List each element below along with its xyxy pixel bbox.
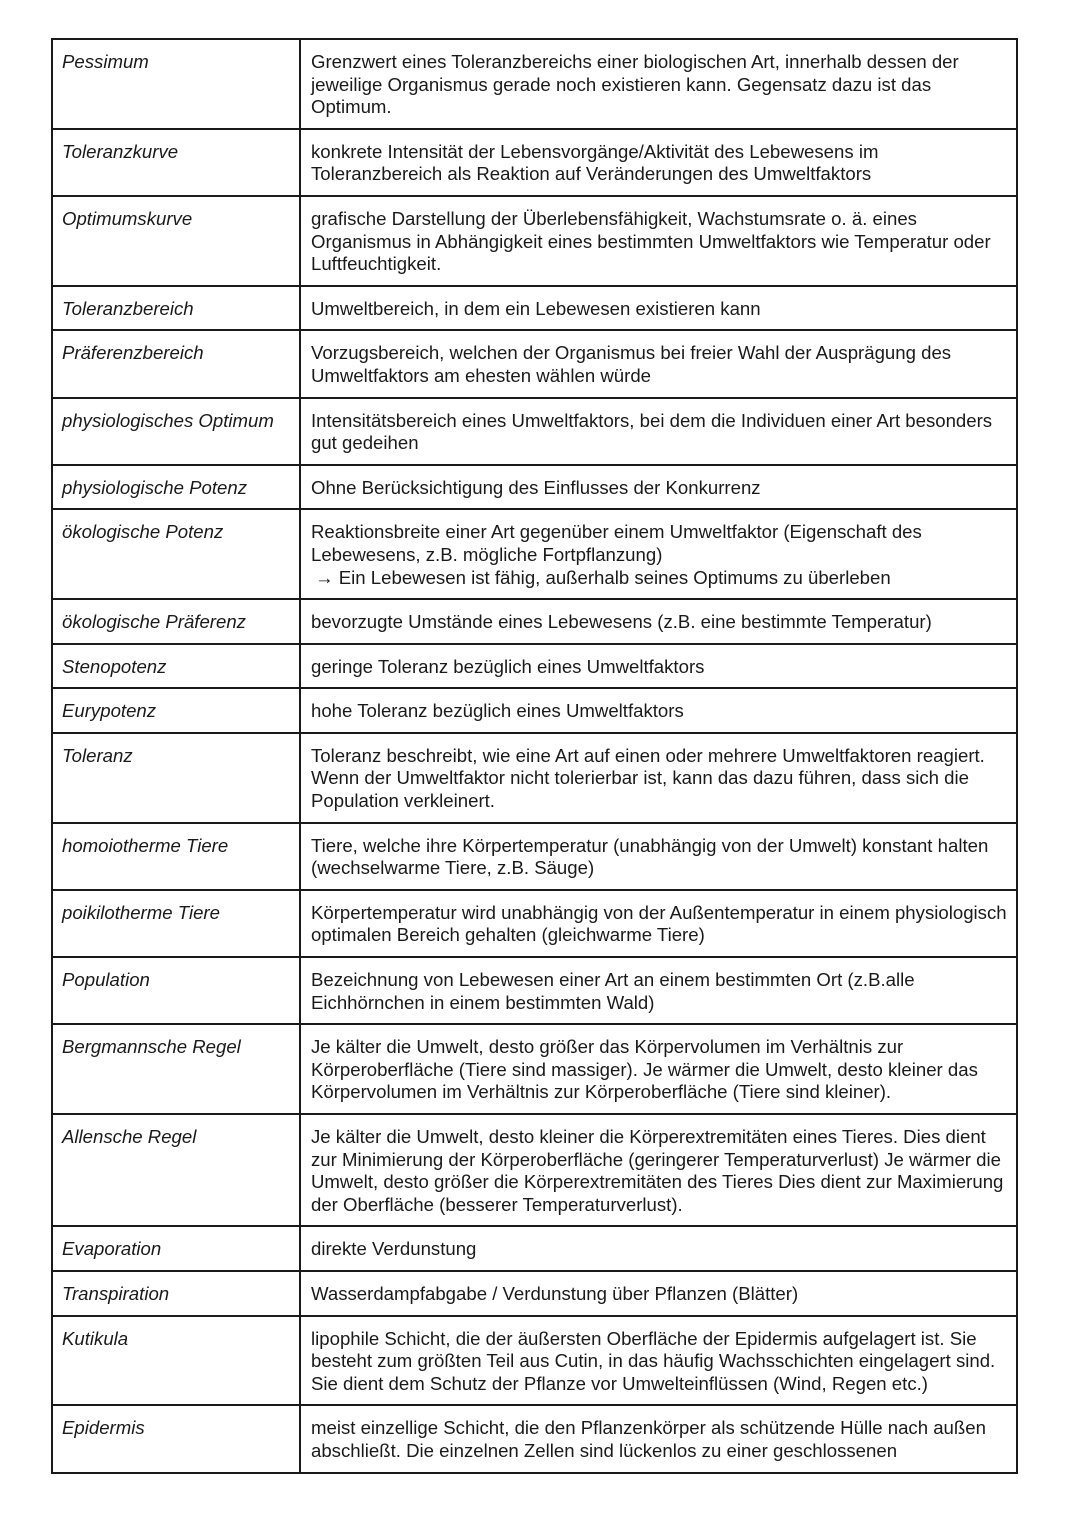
term-cell: Präferenzbereich (52, 330, 300, 397)
definition-text: Körpertemperatur wird unabhängig von der Außentemperatur in einem physiologisch optimalen Bereich gehalten (gleichwarme Tiere) (311, 901, 1007, 946)
definition-text: geringe Toleranz bezüglich eines Umweltfaktors (311, 655, 705, 677)
term-cell: Toleranzkurve (52, 129, 300, 196)
definition-cell (300, 1405, 1017, 1472)
table-row (52, 1024, 1017, 1114)
table-row (52, 39, 1017, 129)
term-cell: poikilotherme Tiere (52, 890, 300, 957)
term-cell: Optimumskurve (52, 196, 300, 286)
definition-cell (300, 39, 1017, 129)
definition-cell (300, 823, 1017, 890)
definition-cell (300, 398, 1017, 465)
table-row (52, 196, 1017, 286)
term-cell: Allensche Regel (52, 1114, 300, 1226)
table-row (52, 1316, 1017, 1406)
glossary-table (51, 38, 1018, 1474)
table-row (52, 330, 1017, 397)
term-cell: physiologische Potenz (52, 465, 300, 510)
term-cell: ökologische Potenz (52, 509, 300, 599)
definition-cell (300, 1316, 1017, 1406)
term-cell: physiologisches Optimum (52, 398, 300, 465)
term-cell: Toleranzbereich (52, 286, 300, 331)
definition-cell (300, 330, 1017, 397)
definition-cell (300, 129, 1017, 196)
definition-cell (300, 1226, 1017, 1271)
table-row (52, 509, 1017, 599)
definition-cell (300, 509, 1017, 599)
definition-cell (300, 644, 1017, 689)
definition-text: Toleranz beschreibt, wie eine Art auf einen oder mehrere Umweltfaktoren reagiert. Wenn der Umweltfaktor nicht tolerierbar ist, kann das dazu führen, dass sich die Population verkleinert. (311, 744, 985, 812)
term-cell: Pessimum (52, 39, 300, 129)
definition-text: Wasserdampfabgabe / Verdunstung über Pflanzen (Blätter) (311, 1282, 799, 1304)
definition-text: Je kälter die Umwelt, desto kleiner die Körperextremitäten eines Tieres. Dies dient zur Minimierung der Körperoberfläche (geringerer Temperaturverlust) Je wärmer die Umwelt, desto größer die Körperextremitäten des Tieres Dies dient zur Maximierung der Oberfläche (besserer Temperaturverlust). (311, 1126, 1004, 1215)
definition-text: direkte Verdunstung (311, 1238, 477, 1260)
definition-text: Vorzugsbereich, welchen der Organismus bei freier Wahl der Ausprägung des Umweltfaktors am ehesten wählen würde (311, 342, 952, 386)
definition-text: Tiere, welche ihre Körpertemperatur (unabhängig von der Umwelt) konstant halten (wechselwarme Tiere, z.B. Säuge) (311, 834, 989, 879)
table-row (52, 823, 1017, 890)
term-cell: ökologische Präferenz (52, 599, 300, 644)
definition-cell (300, 286, 1017, 331)
table-row (52, 733, 1017, 823)
definition-text: Intensitätsbereich eines Umweltfaktors, bei dem die Individuen einer Art besonders gut gedeihen (311, 409, 993, 454)
table-row (52, 465, 1017, 510)
definition-text: Bezeichnung von Lebewesen einer Art an einem bestimmten Ort (z.B.alle Eichhörnchen in einem bestimmten Wald) (311, 969, 915, 1013)
definition-text: bevorzugte Umstände eines Lebewesens (z.B. eine bestimmte Temperatur) (311, 611, 932, 633)
term-cell: Kutikula (52, 1316, 300, 1406)
definition-cell (300, 957, 1017, 1024)
term-cell: Eurypotenz (52, 688, 300, 733)
table-row (52, 688, 1017, 733)
definition-cell (300, 1271, 1017, 1316)
definition-text: Je kälter die Umwelt, desto größer das Körpervolumen im Verhältnis zur Körperoberfläche (Tiere sind massiger). Je wärmer die Umwelt, desto kleiner das Körpervolumen im Verhältnis zur Körperoberfläche (Tiere sind kleiner). (311, 1036, 978, 1103)
term-cell: homoiotherme Tiere (52, 823, 300, 890)
term-cell: Toleranz (52, 733, 300, 823)
definition-text: grafische Darstellung der Überlebensfähigkeit, Wachstumsrate o. ä. eines Organismus in Abhängigkeit eines bestimmten Umweltfaktors wie Temperatur oder Luftfeuchtigkeit. (311, 207, 991, 275)
definition-cell (300, 465, 1017, 510)
definition-cell (300, 1024, 1017, 1114)
definition-text: lipophile Schicht, die der äußersten Oberfläche der Epidermis aufgelagert ist. Sie besteht zum größten Teil aus Cutin, in das häufig Wachsschichten eingelagert sind. Sie dient dem Schutz der Pflanze vor Umwelteinflüssen (Wind, Regen etc.) (311, 1327, 996, 1394)
definition-text: Grenzwert eines Toleranzbereichs einer biologischen Art, innerhalb dessen der jeweilige Organismus gerade noch existieren kann. Gegensatz dazu ist das Optimum. (311, 51, 959, 118)
table-row (52, 398, 1017, 465)
definition-text: Umweltbereich, in dem ein Lebewesen existieren kann (311, 297, 761, 319)
definition-cell (300, 599, 1017, 644)
table-row (52, 1114, 1017, 1226)
table-row (52, 129, 1017, 196)
definition-cell (300, 1114, 1017, 1226)
definition-text: konkrete Intensität der Lebensvorgänge/Aktivität des Lebewesens im Toleranzbereich als Reaktion auf Veränderungen des Umweltfaktors (311, 140, 879, 185)
term-cell: Evaporation (52, 1226, 300, 1271)
definition-text: Ohne Berücksichtigung des Einflusses der Konkurrenz (311, 476, 761, 498)
definition-arrow-note: → Ein Lebewesen ist fähig, außerhalb seines Optimums zu überleben (315, 566, 891, 588)
definition-cell (300, 196, 1017, 286)
table-row (52, 1405, 1017, 1472)
definition-text: hohe Toleranz bezüglich eines Umweltfaktors (311, 700, 684, 722)
term-cell: Stenopotenz (52, 644, 300, 689)
term-cell: Population (52, 957, 300, 1024)
table-row (52, 599, 1017, 644)
definition-text: meist einzellige Schicht, die den Pflanzenkörper als schützende Hülle nach außen abschließt. Die einzelnen Zellen sind lückenlos zu einer geschlossenen (311, 1417, 986, 1461)
term-cell: Bergmannsche Regel (52, 1024, 300, 1114)
definition-text: Reaktionsbreite einer Art gegenüber einem Umweltfaktor (Eigenschaft des Lebewesens, z.B. mögliche Fortpflanzung) (311, 521, 922, 565)
table-row (52, 1226, 1017, 1271)
table-row (52, 644, 1017, 689)
table-row (52, 286, 1017, 331)
definition-cell (300, 733, 1017, 823)
table-row (52, 890, 1017, 957)
term-cell: Transpiration (52, 1271, 300, 1316)
glossary-body (52, 39, 1017, 1473)
table-row (52, 957, 1017, 1024)
definition-cell (300, 688, 1017, 733)
term-cell: Epidermis (52, 1405, 300, 1472)
definition-cell (300, 890, 1017, 957)
table-row (52, 1271, 1017, 1316)
